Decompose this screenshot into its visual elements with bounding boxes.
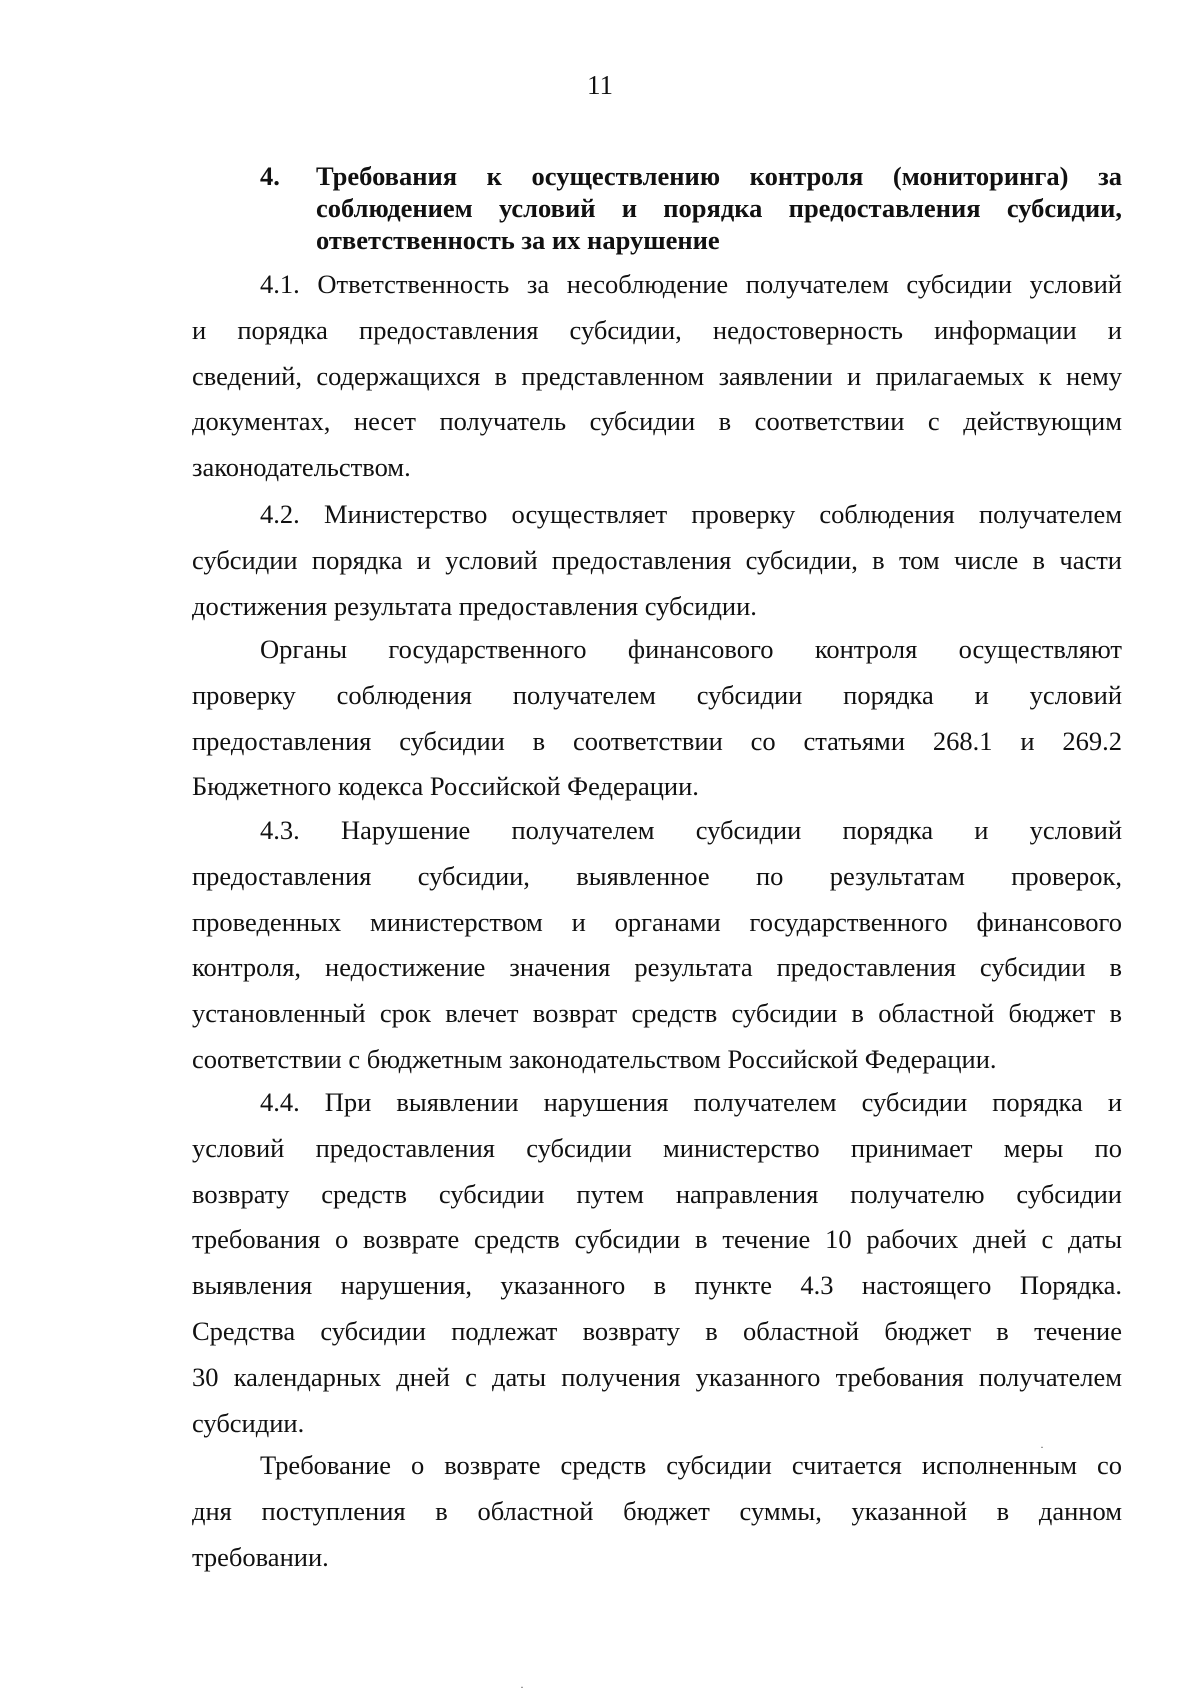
section-heading-text-1: Требования к осуществлению контроля (мониторинга) за [316,161,1122,191]
paragraph-line: законодательством. [192,452,411,483]
paragraph-line: выявления нарушения, указанного в пункте 4.3 настоящего Порядка. [192,1270,1122,1301]
paragraph-line: документах, несет получатель субсидии в соответствии с действующим [192,406,1122,437]
paragraph-line: соответствии с бюджетным законодательством Российской Федерации. [192,1043,997,1074]
paragraph-line: 30 календарных дней с даты получения указанного требования получателем [192,1361,1122,1392]
paragraph-line: условий предоставления субсидии министерство принимает меры по [192,1132,1122,1163]
page-number: 11 [587,70,613,100]
section-heading [260,160,1122,256]
paragraph-4-4 [192,1080,1122,1446]
paragraph-financial-control [192,627,1122,810]
paragraph-line: 4.3. Нарушение получателем субсидии порядка и условий [260,815,1122,845]
paragraph-line: 4.1. Ответственность за несоблюдение получателем субсидии условий [260,269,1122,299]
paragraph-line: и порядка предоставления субсидии, недостоверность информации и [192,314,1122,345]
paragraph-line: проведенных министерством и органами государственного финансового [192,906,1122,937]
paragraph-line: субсидии. [192,1407,305,1438]
scan-speck: · [1040,1440,1044,1454]
paragraph-line: Средства субсидии подлежат возврату в областной бюджет в течение [192,1315,1122,1346]
paragraph-line: достижения результата предоставления субсидии. [192,590,757,621]
paragraph-line: возврату средств субсидии путем направления получателю субсидии [192,1178,1122,1209]
paragraph-line: установленный срок влечет возврат средств субсидии в областной бюджет в [192,998,1122,1029]
section-heading-line-1 [260,160,1122,192]
paragraph-line: Требование о возврате средств субсидии считается исполненным со [260,1450,1122,1480]
paragraph-line: Органы государственного финансового контроля осуществляют [260,634,1122,664]
paragraph-line: проверку соблюдения получателем субсидии порядка и условий [192,679,1122,710]
paragraph-4-1 [192,262,1122,491]
paragraph-line: предоставления субсидии, выявленное по результатам проверок, [192,860,1122,891]
paragraph-line: требования о возврате средств субсидии в течение 10 рабочих дней с даты [192,1224,1122,1255]
paragraph-requirement-fulfilled [192,1443,1122,1580]
paragraph-line: 4.2. Министерство осуществляет проверку соблюдения получателем [260,499,1122,529]
paragraph-line: сведений, содержащихся в представленном заявлении и прилагаемых к нему [192,360,1122,391]
section-heading-line-2: соблюдением условий и порядка предоставления субсидии, [316,193,1122,223]
paragraph-line: субсидии порядка и условий предоставления субсидии, в том числе в части [192,544,1122,575]
paragraph-line: контроля, недостижение значения результата предоставления субсидии в [192,952,1122,983]
section-heading-line-3: ответственность за их нарушение [316,225,720,255]
paragraph-line: Бюджетного кодекса Российской Федерации. [192,771,699,802]
paragraph-line: дня поступления в областной бюджет суммы, указанной в данном [192,1495,1122,1526]
paragraph-4-2 [192,492,1122,629]
paragraph-4-3 [192,808,1122,1083]
paragraph-line: предоставления субсидии в соответствии со статьями 268.1 и 269.2 [192,725,1122,756]
section-number: 4. [260,161,280,191]
paragraph-line: требовании. [192,1541,329,1572]
paragraph-line: 4.4. При выявлении нарушения получателем субсидии порядка и [260,1087,1122,1117]
scan-speck: · [520,1680,524,1694]
